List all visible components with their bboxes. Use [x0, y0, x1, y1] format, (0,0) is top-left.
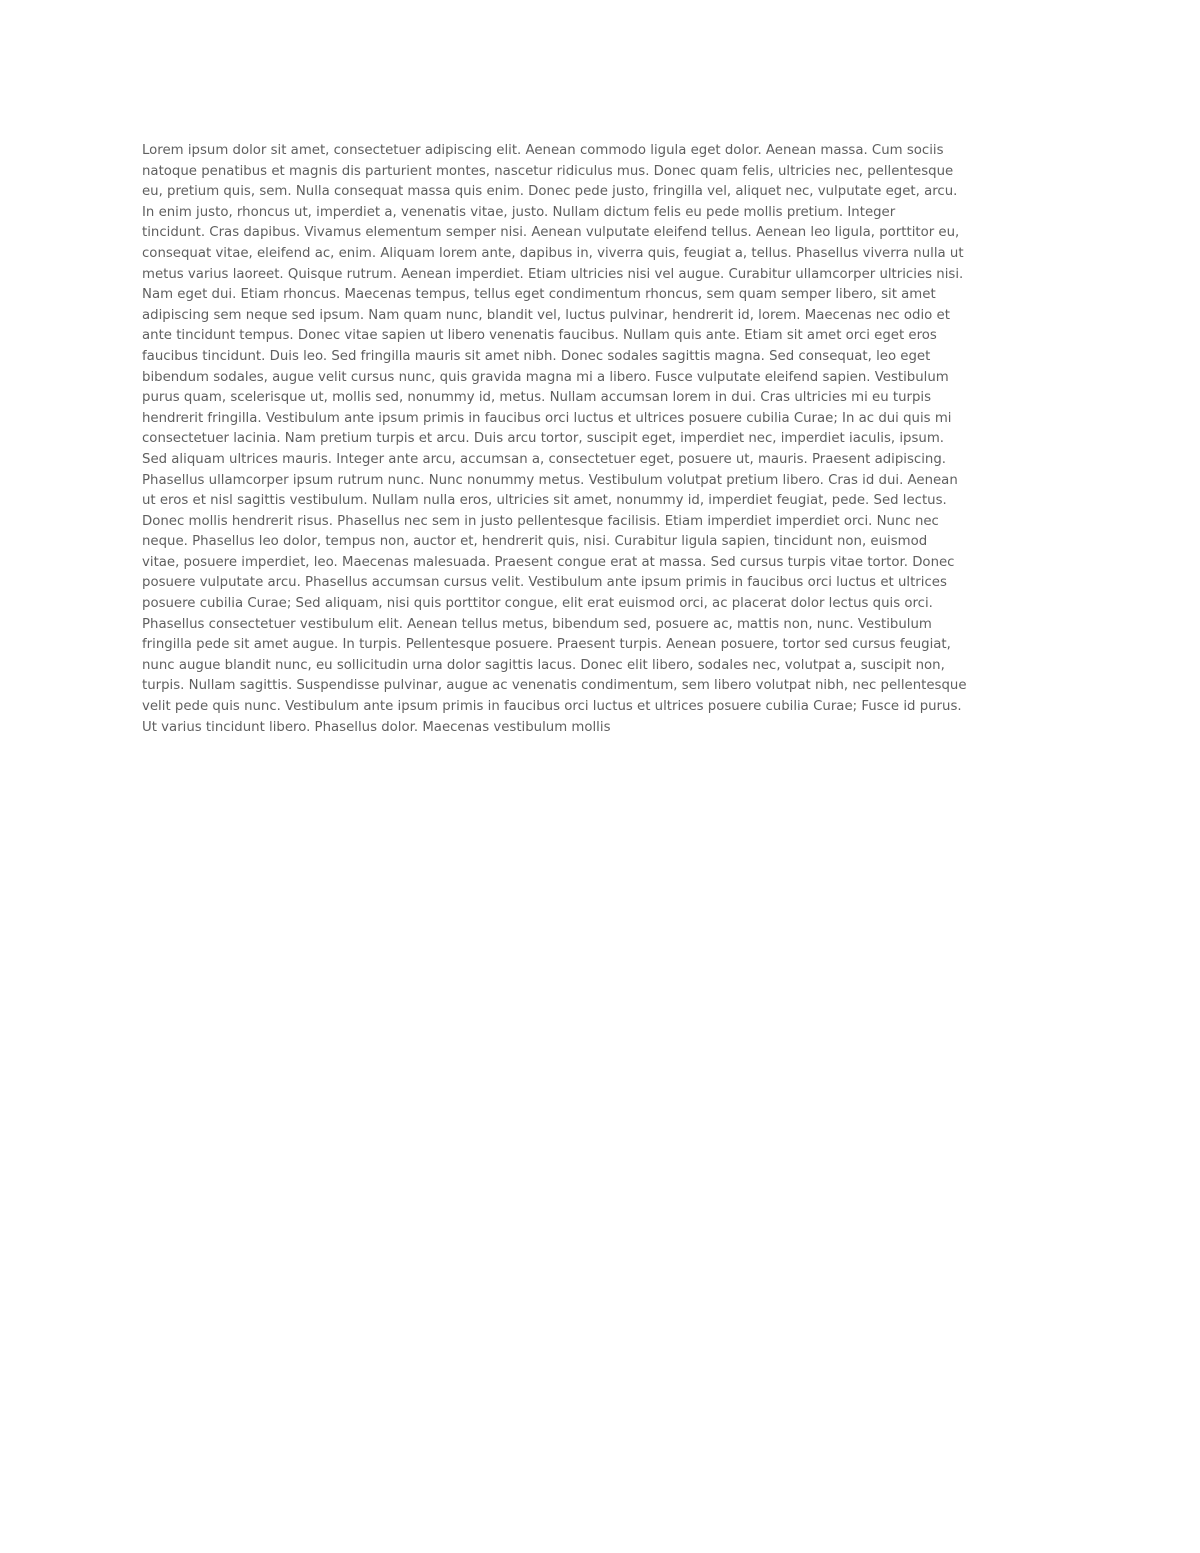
paragraph-line-7: metus varius laoreet. Quisque rutrum. Aenean imperdiet. Etiam ultricies nisi vel augue. Curabitur ullamcorper ultricies nisi. — [142, 266, 964, 282]
paragraph-line-8: Nam eget dui. Etiam rhoncus. Maecenas tempus, tellus eget condimentum rhoncus, sem quam semper libero, sit amet — [142, 287, 936, 303]
paragraph-line-24: Phasellus consectetuer vestibulum elit. Aenean tellus metus, bibendum sed, posuere ac, mattis non, nunc. Vestibulum — [142, 616, 932, 632]
paragraph-line-29: Ut varius tincidunt libero. Phasellus dolor. Maecenas vestibulum mollis — [142, 719, 611, 735]
paragraph-line-15: consectetuer lacinia. Nam pretium turpis et arcu. Duis arcu tortor, suscipit eget, imperdiet nec, imperdiet iaculis, ipsum. — [142, 431, 945, 447]
paragraph-line-16: Sed aliquam ultrices mauris. Integer ante arcu, accumsan a, consectetuer eget, posuere ut, mauris. Praesent adipiscing. — [142, 451, 947, 467]
paragraph-line-25: fringilla pede sit amet augue. In turpis. Pellentesque posuere. Praesent turpis. Aenean posuere, tortor sed cursus feugiat, — [142, 637, 951, 653]
paragraph-line-23: posuere cubilia Curae; Sed aliquam, nisi quis porttitor congue, elit erat euismod orci, ac placerat dolor lectus quis orci. — [142, 596, 933, 612]
paragraph-line-6: consequat vitae, eleifend ac, enim. Aliquam lorem ante, dapibus in, viverra quis, feugiat a, tellus. Phasellus viverra nulla ut — [142, 245, 964, 261]
paragraph-line-4: In enim justo, rhoncus ut, imperdiet a, venenatis vitae, justo. Nullam dictum felis eu pede mollis pretium. Integer — [142, 204, 896, 220]
paragraph-line-2: natoque penatibus et magnis dis parturient montes, nascetur ridiculus mus. Donec quam felis, ultricies nec, pellentesque — [142, 163, 954, 179]
paragraph-line-13: purus quam, scelerisque ut, mollis sed, nonummy id, metus. Nullam accumsan lorem in dui. Cras ultricies mi eu turpis — [142, 390, 932, 406]
paragraph-line-21: vitae, posuere imperdiet, leo. Maecenas malesuada. Praesent congue erat at massa. Sed cursus turpis vitae tortor. Donec — [142, 554, 955, 570]
paragraph-line-10: ante tincidunt tempus. Donec vitae sapien ut libero venenatis faucibus. Nullam quis ante. Etiam sit amet orci eget eros — [142, 328, 937, 344]
paragraph-line-12: bibendum sodales, augue velit cursus nunc, quis gravida magna mi a libero. Fusce vulputate eleifend sapien. Vestibulum — [142, 369, 949, 385]
paragraph-line-1: Lorem ipsum dolor sit amet, consectetuer adipiscing elit. Aenean commodo ligula eget dolor. Aenean massa. Cum sociis — [142, 143, 944, 158]
paragraph-line-22: posuere vulputate arcu. Phasellus accumsan cursus velit. Vestibulum ante ipsum primis in faucibus orci luctus et ultrices — [142, 575, 947, 591]
paragraph-line-18: ut eros et nisl sagittis vestibulum. Nullam nulla eros, ultricies sit amet, nonummy id, imperdiet feugiat, pede. Sed lectus. — [142, 493, 947, 509]
paragraph-line-11: faucibus tincidunt. Duis leo. Sed fringilla mauris sit amet nibh. Donec sodales sagittis magna. Sed consequat, leo eget — [142, 348, 931, 364]
paragraph-line-26: nunc augue blandit nunc, eu sollicitudin urna dolor sagittis lacus. Donec elit libero, sodales nec, volutpat a, suscipit non, — [142, 657, 945, 673]
paragraph-line-14: hendrerit fringilla. Vestibulum ante ipsum primis in faucibus orci luctus et ultrices posuere cubilia Curae; In ac dui quis mi — [142, 410, 952, 426]
paragraph-line-19: Donec mollis hendrerit risus. Phasellus nec sem in justo pellentesque facilisis. Etiam imperdiet imperdiet orci. Nunc nec — [142, 513, 939, 529]
paragraph-line-27: turpis. Nullam sagittis. Suspendisse pulvinar, augue ac venenatis condimentum, sem libero volutpat nibh, nec pellentesque — [142, 678, 967, 694]
paragraph-line-9: adipiscing sem neque sed ipsum. Nam quam nunc, blandit vel, luctus pulvinar, hendrerit id, lorem. Maecenas nec odio et — [142, 307, 950, 323]
paragraph-line-20: neque. Phasellus leo dolor, tempus non, auctor et, hendrerit quis, nisi. Curabitur ligula sapien, tincidunt non, euismod — [142, 534, 928, 550]
paragraph-line-5: tincidunt. Cras dapibus. Vivamus elementum semper nisi. Aenean vulputate eleifend tellus. Aenean leo ligula, porttitor eu, — [142, 225, 960, 241]
body-paragraph — [142, 141, 1062, 738]
paragraph-line-28: velit pede quis nunc. Vestibulum ante ipsum primis in faucibus orci luctus et ultrices posuere cubilia Curae; Fusce id purus. — [142, 699, 962, 715]
paragraph-line-17: Phasellus ullamcorper ipsum rutrum nunc. Nunc nonummy metus. Vestibulum volutpat pretium libero. Cras id dui. Aenean — [142, 472, 958, 488]
paragraph-line-3: eu, pretium quis, sem. Nulla consequat massa quis enim. Donec pede justo, fringilla vel, aliquet nec, vulputate eget, arcu. — [142, 184, 958, 200]
